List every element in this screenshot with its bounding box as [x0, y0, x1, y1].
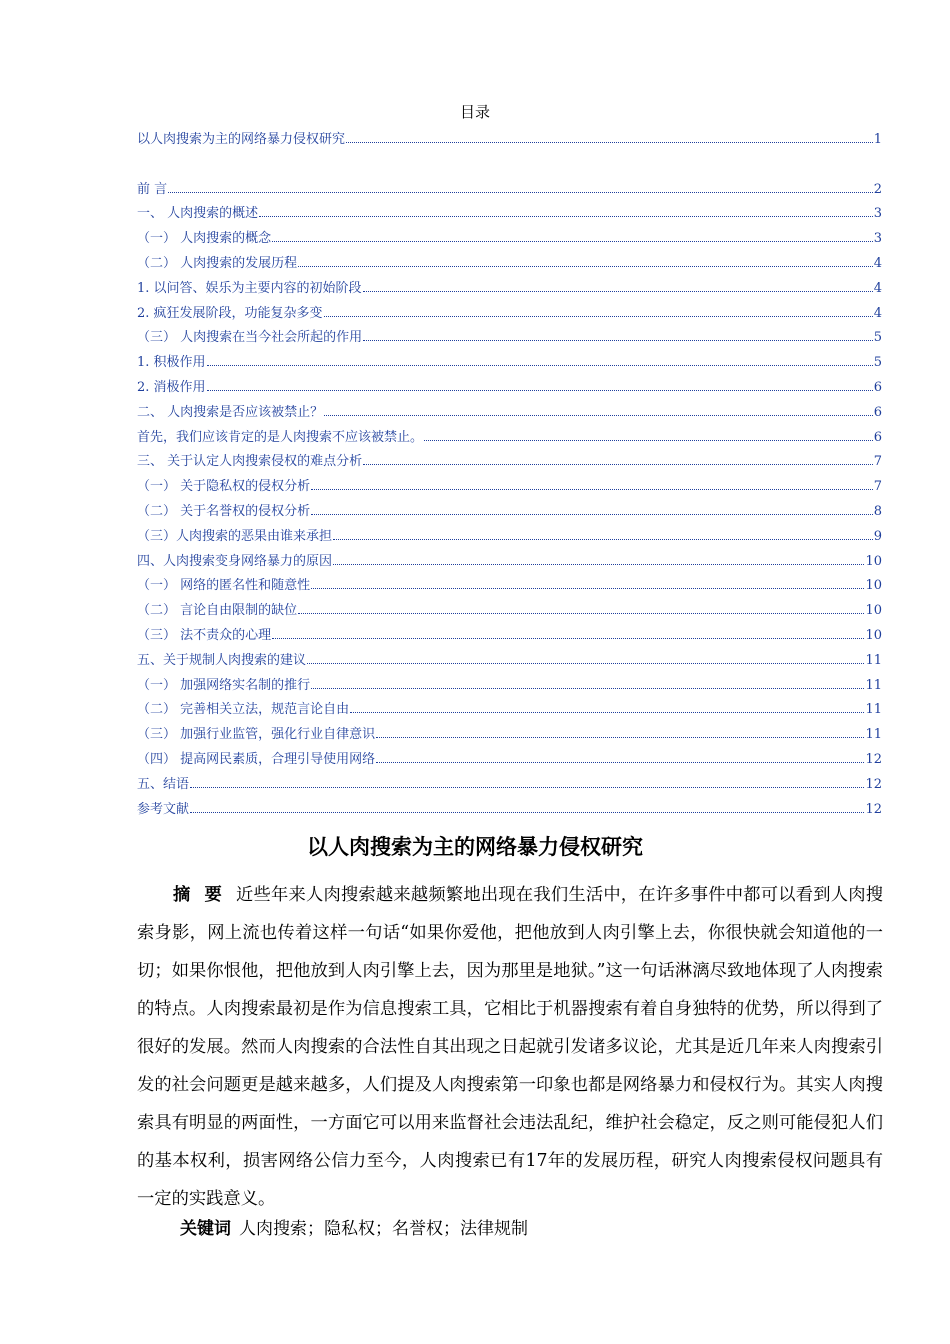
toc-entry-label: （三） 法不责众的心理 — [137, 627, 272, 643]
toc-entry-page: 11 — [865, 702, 882, 718]
toc-entry[interactable] — [137, 571, 882, 596]
toc-leader-dots — [376, 762, 864, 763]
toc-entry-label: （二） 言论自由限制的缺位 — [137, 603, 298, 619]
toc-entry-label: （二） 关于名誉权的侵权分析 — [137, 503, 311, 519]
toc-entry-label: （四） 提高网民素质，合理引导使用网络 — [137, 751, 376, 767]
toc-leader-dots — [207, 365, 873, 366]
toc-leader-dots — [190, 812, 864, 813]
toc-entry-label: （三） 加强行业监管，强化行业自律意识 — [137, 727, 376, 743]
toc-entry-page: 6 — [873, 429, 882, 445]
toc-entry-page: 4 — [873, 255, 882, 271]
toc-entry-page: 7 — [873, 454, 882, 470]
toc-entry-page: 4 — [873, 305, 882, 321]
toc-entry[interactable] — [137, 323, 882, 348]
toc-entry-page: 9 — [873, 528, 882, 544]
toc-leader-dots — [272, 638, 864, 639]
toc-entry[interactable] — [137, 471, 882, 496]
toc-leader-dots — [259, 216, 873, 217]
toc-entry-label: 五、结语 — [137, 776, 190, 792]
toc-entry-label: 三、 关于认定人肉搜索侵权的难点分析 — [137, 454, 363, 470]
toc-leader-dots — [363, 464, 873, 465]
toc-leader-dots — [363, 291, 873, 292]
toc-leader-dots — [333, 564, 864, 565]
toc-entry-label: 1. 以问答、娱乐为主要内容的初始阶段 — [137, 280, 362, 296]
toc-leader-dots — [376, 737, 864, 738]
toc-leader-dots — [311, 688, 864, 689]
toc-entry-page: 11 — [865, 727, 882, 743]
toc-entry[interactable] — [137, 298, 882, 323]
toc-entry-label: （二） 人肉搜索的发展历程 — [137, 255, 298, 271]
toc-entry-page: 10 — [865, 578, 882, 594]
toc-entry-label: 一、 人肉搜索的概述 — [137, 206, 259, 222]
toc-entry[interactable] — [137, 397, 882, 422]
toc-entry[interactable] — [137, 447, 882, 472]
toc-title: 目录 — [459, 103, 490, 121]
toc-leader-dots — [311, 489, 873, 490]
toc-entry-label: （三） 人肉搜索在当今社会所起的作用 — [137, 330, 363, 346]
toc-entry-label: （一） 加强网络实名制的推行 — [137, 677, 311, 693]
toc-entry-page: 6 — [873, 404, 882, 420]
toc-entry-label: 1. 积极作用 — [137, 355, 206, 371]
keywords-line — [180, 1212, 528, 1246]
toc-entry-label: （一） 关于隐私权的侵权分析 — [137, 479, 311, 495]
toc-entry-label: 前 言 — [137, 181, 168, 197]
keywords-text: 人肉搜索；隐私权；名誉权；法律规制 — [239, 1219, 528, 1239]
toc-entry-label: 参考文献 — [137, 801, 190, 817]
toc-entry-label: 2. 疯狂发展阶段，功能复杂多变 — [137, 305, 323, 321]
toc-entry[interactable] — [137, 670, 882, 695]
toc-entry-label: （三）人肉搜索的恶果由谁来承担 — [137, 528, 333, 544]
toc-entry-page: 11 — [865, 677, 882, 693]
toc-entry[interactable] — [137, 595, 882, 620]
toc-leader-dots — [324, 415, 873, 416]
toc-entry[interactable] — [137, 174, 882, 199]
toc-entry-label: （一） 网络的匿名性和随意性 — [137, 578, 311, 594]
toc-entry-page: 12 — [865, 776, 882, 792]
toc-entry-page: 10 — [865, 627, 882, 643]
toc-entry-page: 2 — [873, 181, 882, 197]
toc-entry-label: 二、 人肉搜索是否应该被禁止？ — [137, 404, 324, 420]
toc-entry-label: 2. 消极作用 — [137, 379, 206, 395]
toc-entry-page: 7 — [873, 479, 882, 495]
toc-entry-label: （二） 完善相关立法，规范言论自由 — [137, 702, 350, 718]
toc-entry[interactable] — [137, 496, 882, 521]
toc-entry[interactable] — [137, 794, 882, 819]
toc-entry-page: 1 — [873, 131, 882, 147]
toc-entry-page: 3 — [873, 231, 882, 247]
toc-entry[interactable] — [137, 521, 882, 546]
abstract-text: 近些年来人肉搜索越来越频繁地出现在我们生活中，在许多事件中都可以看到人肉搜索身影，网上流也传着这样一句话“如果你爱他，把他放到人肉引擎上去，你很快就会知道他的一切；如果你恨他，把他放到人肉引擎上去，因为那里是地狱。”这一句话淋漓尽致地体现了人肉搜索的特点。人肉搜索最初是作为信息搜索工具，它相比于机器搜索有着自身独特的优势，所以得到了很好的发展。然而人肉搜索的合法性自其出现之日起就引发诸多议论，尤其是近几年来人肉搜索引发的社会问题更是越来越多，人们提及人肉搜索第一印象也都是网络暴力和侵权行为。其实人肉搜索具有明显的两面性，一方面它可以用来监督社会违法乱纪，维护社会稳定，反之则可能侵犯人们的基本权利，损害网络公信力至今，人肉搜索已有17年的发展历程，研究人肉搜索侵权问题具有一定的实践意义。 — [137, 885, 883, 1209]
toc-entry[interactable] — [137, 645, 882, 670]
toc-entry-page: 5 — [873, 355, 882, 371]
toc-leader-dots — [307, 663, 864, 664]
toc-entry[interactable] — [137, 422, 882, 447]
toc-entry-page: 10 — [865, 603, 882, 619]
toc-entry-page: 6 — [873, 379, 882, 395]
toc-leader-dots — [324, 316, 873, 317]
toc-leader-dots — [298, 613, 864, 614]
document-title: 以人肉搜索为主的网络暴力侵权研究 — [307, 835, 643, 859]
toc-entry-page: 3 — [873, 206, 882, 222]
toc-entry[interactable] — [137, 223, 882, 248]
toc-leader-dots — [350, 712, 864, 713]
toc-entry[interactable] — [137, 744, 882, 769]
toc-entry-page: 5 — [873, 330, 882, 346]
toc-entry-label: 五、关于规制人肉搜索的建议 — [137, 652, 307, 668]
toc-entry[interactable] — [137, 719, 882, 744]
toc-entry-page: 10 — [865, 553, 882, 569]
toc-leader-dots — [207, 390, 873, 391]
toc-entry[interactable] — [137, 273, 882, 298]
table-of-contents — [137, 124, 882, 819]
toc-entry-page: 4 — [873, 280, 882, 296]
toc-leader-dots — [346, 142, 873, 143]
toc-entry-label: 以人肉搜索为主的网络暴力侵权研究 — [137, 131, 346, 147]
toc-leader-dots — [363, 340, 873, 341]
toc-entry[interactable] — [137, 695, 882, 720]
toc-entry-page: 8 — [873, 503, 882, 519]
toc-entry-label: 首先，我们应该肯定的是人肉搜索不应该被禁止。 — [137, 429, 424, 445]
abstract-label: 摘要 — [173, 885, 236, 905]
toc-entry[interactable] — [137, 124, 882, 149]
toc-entry-page: 12 — [865, 801, 882, 817]
toc-leader-dots — [333, 539, 873, 540]
toc-leader-dots — [168, 192, 873, 193]
keywords-label: 关键词 — [180, 1219, 231, 1239]
toc-entry[interactable] — [137, 546, 882, 571]
toc-leader-dots — [272, 241, 873, 242]
toc-entry[interactable] — [137, 620, 882, 645]
toc-entry[interactable] — [137, 372, 882, 397]
toc-entry[interactable] — [137, 347, 882, 372]
toc-leader-dots — [424, 440, 873, 441]
toc-leader-dots — [298, 266, 873, 267]
toc-entry[interactable] — [137, 248, 882, 273]
toc-leader-dots — [311, 514, 873, 515]
toc-entry-label: 四、人肉搜索变身网络暴力的原因 — [137, 553, 333, 569]
toc-entry-label: （一） 人肉搜索的概念 — [137, 231, 272, 247]
toc-entry[interactable] — [137, 199, 882, 224]
toc-leader-dots — [190, 787, 864, 788]
abstract-paragraph — [137, 876, 883, 1218]
toc-entry-page: 11 — [865, 652, 882, 668]
toc-entry-page: 12 — [865, 751, 882, 767]
toc-leader-dots — [311, 588, 864, 589]
toc-entry[interactable] — [137, 769, 882, 794]
